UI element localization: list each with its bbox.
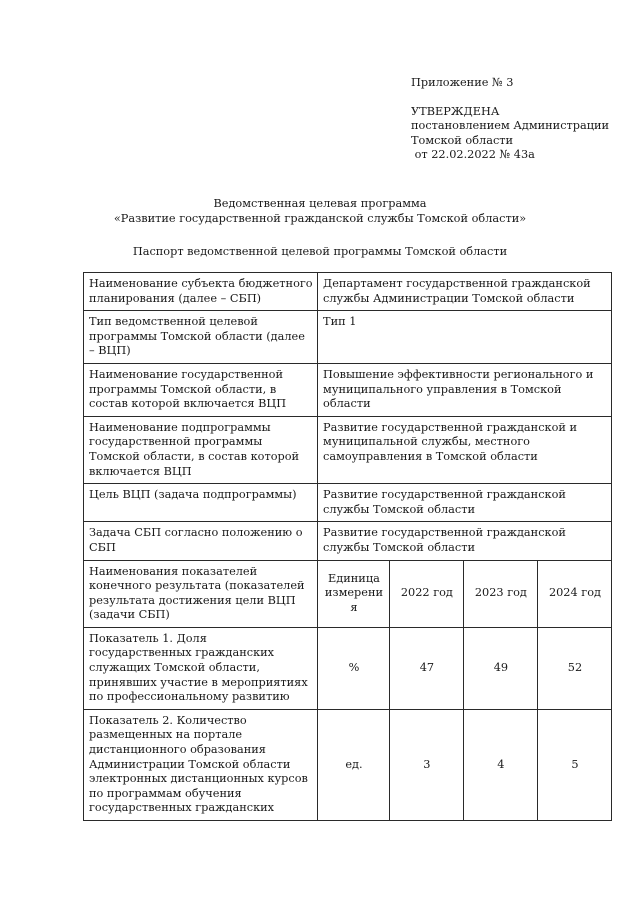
indicator-value: 49: [463, 627, 537, 709]
row-label: Наименование субъекта бюджетного планирования (далее – СБП): [84, 273, 318, 311]
program-type: Ведомственная целевая программа: [213, 197, 427, 210]
table-row: [84, 273, 612, 311]
indicator-value: 52: [537, 627, 611, 709]
approval-block: [411, 76, 633, 163]
approval-date: от 22.02.2022 № 43а: [411, 148, 535, 162]
indicator-row: [84, 709, 612, 820]
table-row: [84, 363, 612, 416]
row-label: Задача СБП согласно положению о СБП: [84, 522, 318, 560]
approval-line: Томской области: [411, 133, 514, 147]
indicator-header-label: Наименования показателей конечного результата (показателей результата достижения цели ВЦП (задачи СБП): [84, 560, 318, 627]
row-label: Цель ВЦП (задача подпрограммы): [84, 484, 318, 522]
passport-title: Паспорт ведомственной целевой программы Томской области: [132, 245, 508, 258]
row-value: Развитие государственной гражданской и муниципальной службы, местного самоуправления в Томской области: [318, 416, 612, 483]
row-label: Наименование подпрограммы государственной программы Томской области, в состав которой включается ВЦП: [84, 416, 318, 483]
year-header: 2024 год: [537, 560, 611, 627]
row-value: Развитие государственной гражданской службы Томской области: [318, 484, 612, 522]
row-label: Тип ведомственной целевой программы Томской области (далее – ВЦП): [84, 311, 318, 364]
document-title: [0, 197, 640, 226]
row-value: Тип 1: [318, 311, 612, 364]
indicator-unit: %: [318, 627, 390, 709]
table-row: [84, 416, 612, 483]
indicator-value: 3: [389, 709, 463, 820]
row-value: Департамент государственной гражданской службы Администрации Томской области: [318, 273, 612, 311]
row-value: Повышение эффективности регионального и муниципального управления в Томской области: [318, 363, 612, 416]
indicator-label: Показатель 2. Количество размещенных на портале дистанционного образования Администрации Томской области электронных дистанционных курсов по программам обучения государственных гражданских: [84, 709, 318, 820]
unit-header: Единица измерения: [318, 560, 390, 627]
indicators-header-row: [84, 560, 612, 627]
indicator-value: 4: [463, 709, 537, 820]
row-label: Наименование государственной программы Томской области, в состав которой включается ВЦП: [84, 363, 318, 416]
indicator-unit: ед.: [318, 709, 390, 820]
year-header: 2023 год: [463, 560, 537, 627]
passport-table: [83, 272, 612, 821]
program-name: «Развитие государственной гражданской службы Томской области»: [113, 211, 527, 225]
indicator-label: Показатель 1. Доля государственных гражданских служащих Томской области, принявших участие в мероприятиях по профессиональному развитию: [84, 627, 318, 709]
indicator-value: 5: [537, 709, 611, 820]
approval-line: постановлением Администрации: [411, 119, 610, 133]
indicator-value: 47: [389, 627, 463, 709]
approved-label: УТВЕРЖДЕНА: [411, 104, 500, 118]
table-row: [84, 522, 612, 560]
indicator-row: [84, 627, 612, 709]
year-header: 2022 год: [389, 560, 463, 627]
table-row: [84, 311, 612, 364]
appendix-number: Приложение № 3: [411, 76, 514, 89]
table-row: [84, 484, 612, 522]
row-value: Развитие государственной гражданской службы Томской области: [318, 522, 612, 560]
